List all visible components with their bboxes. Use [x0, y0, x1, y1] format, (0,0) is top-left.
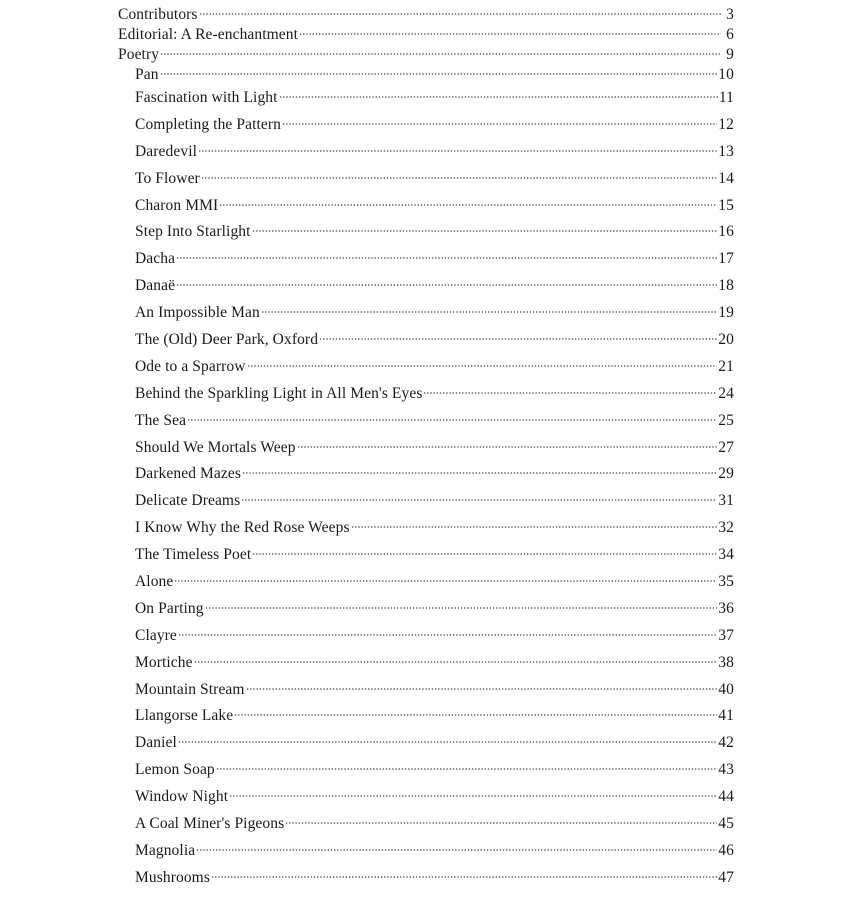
- dot-leader: [205, 606, 718, 610]
- dot-leader: [201, 176, 717, 180]
- dot-leader: [196, 848, 717, 852]
- toc-entry-contributors[interactable]: [118, 5, 734, 25]
- toc-entry-title: Clayre: [135, 626, 177, 644]
- dot-leader: [241, 498, 717, 502]
- toc-entry-page: 47: [718, 868, 734, 886]
- toc-poem-entry[interactable]: [118, 65, 734, 85]
- toc-entry-title: Alone: [135, 573, 174, 591]
- toc-entry-title: Llangorse Lake: [135, 707, 234, 725]
- dot-leader: [198, 149, 717, 153]
- toc-entry-title: Mountain Stream: [135, 680, 245, 698]
- toc-poem-entry[interactable]: [118, 461, 734, 488]
- toc-entry-page: 41: [718, 707, 734, 725]
- dot-leader: [219, 203, 717, 207]
- dot-leader: [199, 12, 721, 16]
- dot-leader: [178, 740, 717, 744]
- toc-poem-entry[interactable]: [118, 730, 734, 757]
- dot-leader: [297, 445, 718, 449]
- toc-entry-page: 35: [718, 573, 734, 591]
- toc-entry-page: 13: [718, 142, 734, 160]
- dot-leader: [285, 821, 717, 825]
- table-of-contents: [118, 0, 734, 892]
- toc-poem-entry[interactable]: [118, 381, 734, 408]
- toc-entry-page: 17: [718, 250, 734, 268]
- toc-entry-title: The Sea: [135, 411, 187, 429]
- toc-poem-entry[interactable]: [118, 569, 734, 596]
- dot-leader: [174, 579, 717, 583]
- toc-entry-title: Pan: [135, 66, 159, 83]
- toc-entry-page: 25: [718, 411, 734, 429]
- toc-entry-poetry[interactable]: [118, 45, 734, 65]
- dot-leader: [176, 283, 717, 287]
- dot-leader: [299, 32, 721, 36]
- dot-leader: [279, 95, 718, 99]
- dot-leader: [247, 364, 718, 368]
- toc-entry-page: 16: [718, 223, 734, 241]
- toc-entry-page: 29: [718, 465, 734, 483]
- toc-entry-page: 24: [718, 384, 734, 402]
- toc-entry-title: The (Old) Deer Park, Oxford: [135, 331, 319, 349]
- toc-poem-entry[interactable]: [118, 246, 734, 273]
- toc-entry-page: 45: [718, 815, 734, 833]
- toc-entry-title: A Coal Miner's Pigeons: [135, 815, 285, 833]
- toc-entry-page: 12: [718, 115, 734, 133]
- toc-poem-entry[interactable]: [118, 300, 734, 327]
- toc-entry-title: Charon MMI: [135, 196, 219, 214]
- dot-leader: [229, 794, 717, 798]
- toc-entry-title: An Impossible Man: [135, 304, 260, 322]
- toc-entry-page: 6: [726, 26, 734, 43]
- toc-poem-entry[interactable]: [118, 811, 734, 838]
- toc-entry-title: Mushrooms: [135, 868, 210, 886]
- toc-poem-entry[interactable]: [118, 488, 734, 515]
- dot-leader: [234, 713, 717, 717]
- toc-poem-entry[interactable]: [118, 838, 734, 865]
- toc-poem-entry[interactable]: [118, 354, 734, 381]
- toc-entry-page: 34: [718, 546, 734, 564]
- toc-poem-entry[interactable]: [118, 784, 734, 811]
- dot-leader: [351, 525, 718, 529]
- toc-entry-title: Should We Mortals Weep: [135, 438, 296, 456]
- toc-entry-page: 3: [726, 6, 734, 23]
- dot-leader: [423, 391, 717, 395]
- toc-entry-page: 14: [718, 169, 734, 187]
- toc-entry-title: Mortiche: [135, 653, 193, 671]
- toc-entry-title: To Flower: [135, 169, 200, 187]
- toc-entry-page: 43: [718, 761, 734, 779]
- toc-poem-entry[interactable]: [118, 166, 734, 193]
- toc-entry-title: Poetry: [118, 46, 160, 63]
- toc-entry-title: Editorial: A Re-enchantment: [118, 26, 299, 43]
- toc-poem-entry[interactable]: [118, 865, 734, 892]
- toc-poem-entry[interactable]: [118, 677, 734, 704]
- toc-entry-page: 27: [718, 438, 734, 456]
- toc-poem-entry[interactable]: [118, 623, 734, 650]
- dot-leader: [211, 875, 717, 879]
- toc-poem-entry[interactable]: [118, 435, 734, 462]
- toc-poem-entry[interactable]: [118, 219, 734, 246]
- toc-poem-entry[interactable]: [118, 757, 734, 784]
- toc-entry-page: 32: [718, 519, 734, 537]
- toc-entry-page: 21: [718, 357, 734, 375]
- toc-entry-title: Completing the Pattern: [135, 115, 281, 133]
- toc-poem-entry[interactable]: [118, 542, 734, 569]
- dot-leader: [246, 687, 718, 691]
- toc-poem-entry[interactable]: [118, 408, 734, 435]
- toc-entry-page: 11: [718, 89, 734, 106]
- toc-entry-title: Fascination with Light: [135, 89, 278, 106]
- toc-entry-title: The Timeless Poet: [135, 546, 252, 564]
- toc-entry-title: Contributors: [118, 6, 198, 23]
- toc-entry-title: On Parting: [135, 599, 204, 617]
- toc-poem-entry[interactable]: [118, 650, 734, 677]
- toc-entry-page: 37: [718, 626, 734, 644]
- dot-leader: [242, 471, 717, 475]
- dot-leader: [216, 767, 718, 771]
- toc-entry-title: Magnolia: [135, 841, 196, 859]
- toc-entry-page: 20: [718, 331, 734, 349]
- toc-poem-entry[interactable]: [118, 273, 734, 300]
- toc-entry-page: 42: [718, 734, 734, 752]
- dot-leader: [261, 310, 717, 314]
- toc-poem-entry[interactable]: [118, 85, 734, 112]
- toc-entry-title: I Know Why the Red Rose Weeps: [135, 519, 350, 537]
- toc-entry-editorial[interactable]: [118, 25, 734, 45]
- toc-entry-page: 18: [718, 277, 734, 295]
- toc-entry-title: Ode to a Sparrow: [135, 357, 246, 375]
- toc-entry-page: 31: [718, 492, 734, 510]
- dot-leader: [176, 256, 717, 260]
- toc-entry-title: Window Night: [135, 788, 229, 806]
- toc-entry-page: 19: [718, 304, 734, 322]
- toc-poem-entry[interactable]: [118, 515, 734, 542]
- toc-entry-title: Delicate Dreams: [135, 492, 241, 510]
- toc-entry-title: Step Into Starlight: [135, 223, 251, 241]
- toc-entry-title: Behind the Sparkling Light in All Men's Eyes: [135, 384, 423, 402]
- toc-entry-page: 46: [718, 841, 734, 859]
- toc-entry-title: Dacha: [135, 250, 176, 268]
- toc-entry-page: 44: [718, 788, 734, 806]
- dot-leader: [319, 337, 717, 341]
- toc-poem-entry[interactable]: [118, 703, 734, 730]
- dot-leader: [160, 72, 718, 76]
- toc-entry-page: 36: [718, 599, 734, 617]
- dot-leader: [194, 660, 718, 664]
- toc-entry-title: Daredevil: [135, 142, 198, 160]
- toc-entry-page: 9: [726, 46, 734, 63]
- dot-leader: [160, 52, 721, 56]
- toc-entry-title: Darkened Mazes: [135, 465, 241, 483]
- toc-poem-entry[interactable]: [118, 112, 734, 139]
- dot-leader: [282, 122, 717, 126]
- toc-poem-entry[interactable]: [118, 596, 734, 623]
- toc-entry-title: Lemon Soap: [135, 761, 215, 779]
- dot-leader: [187, 418, 717, 422]
- toc-entry-page: 15: [718, 196, 734, 214]
- toc-poem-entry[interactable]: [118, 139, 734, 166]
- toc-entry-page: 40: [718, 680, 734, 698]
- dot-leader: [252, 552, 717, 556]
- toc-poem-entry[interactable]: [118, 193, 734, 220]
- toc-entry-page: 38: [718, 653, 734, 671]
- dot-leader: [252, 229, 718, 233]
- toc-entry-title: Daniel: [135, 734, 177, 752]
- dot-leader: [178, 633, 717, 637]
- toc-poem-entry[interactable]: [118, 327, 734, 354]
- toc-entry-title: Danaë: [135, 277, 176, 295]
- toc-entry-page: 10: [718, 66, 734, 83]
